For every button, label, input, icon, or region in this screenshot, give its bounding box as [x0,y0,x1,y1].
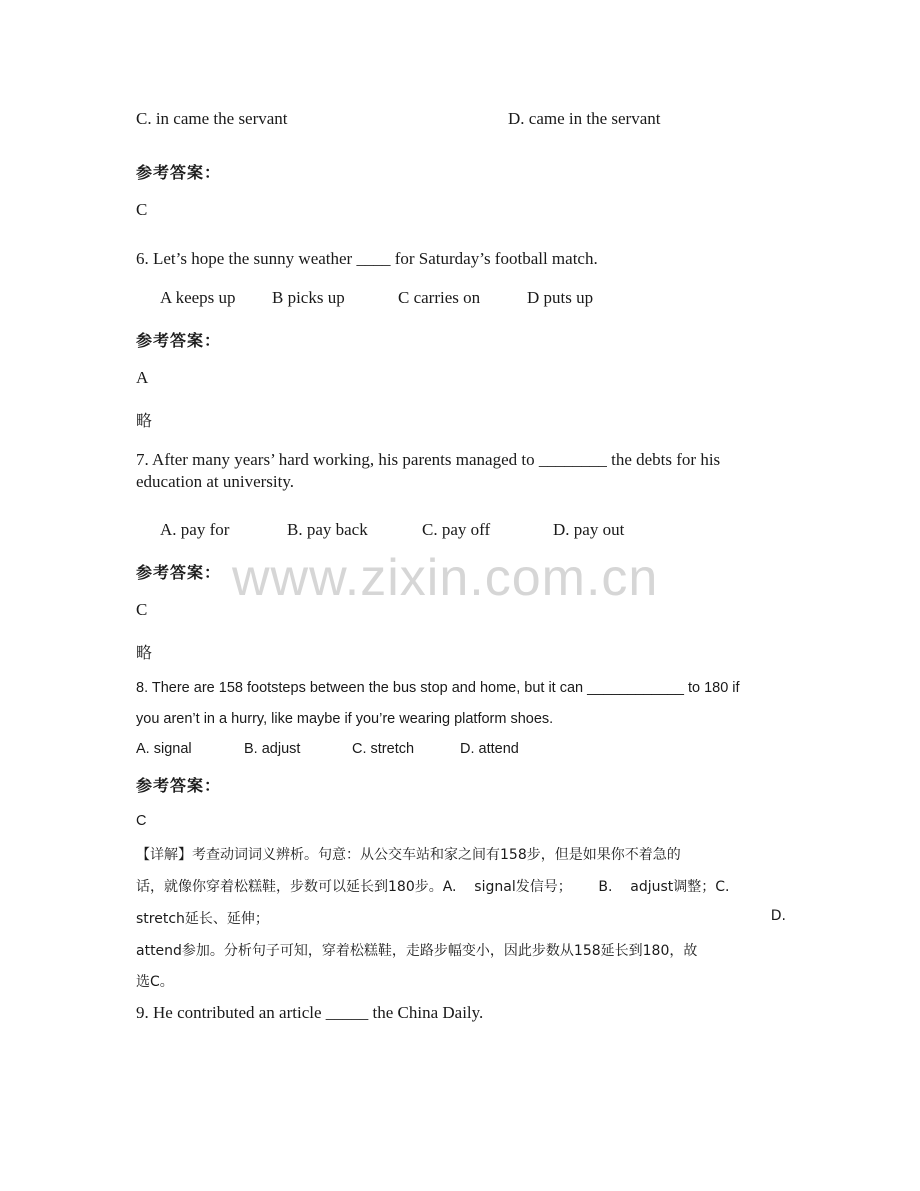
q8-stem-line1: 8. There are 158 footsteps between the bus stop and home, but it can ____________ to 180 if [136,680,740,696]
q8-explanation-line4: attend参加。分析句子可知，穿着松糕鞋，走路步幅变小，因此步数从158延长到180，故 [136,943,698,959]
q6-option-a: A keeps up [160,288,236,307]
q7-stem-line2: education at university. [136,472,294,491]
q7-option-a: A. pay for [160,520,230,539]
q8-answer-heading: 参考答案： [136,776,222,795]
q8-stem-line2: you aren’t in a hurry, like maybe if you’re wearing platform shoes. [136,711,554,727]
q7-answer-heading: 参考答案： [136,563,222,582]
q6-answer: A [136,368,149,387]
q8-explanation-line1: 【详解】考查动词词义辨析。句意：从公交车站和家之间有158步，但是如果你不着急的 [136,847,681,863]
q8-answer: C [136,813,147,829]
q8-explanation-line3-left: stretch延长、延伸； [136,911,269,927]
q6-option-b: B picks up [272,288,345,307]
q7-answer: C [136,600,148,619]
watermark: www.zixin.com.cn [232,549,659,607]
q9-stem: 9. He contributed an article _____ the China Daily. [136,1003,484,1022]
q5-option-d: D. came in the servant [508,109,661,128]
q7-option-d: D. pay out [553,520,625,539]
q5-answer-heading: 参考答案： [136,163,222,182]
q8-option-c: C. stretch [352,741,415,757]
q5-option-c: C. in came the servant [136,109,288,128]
q7-option-c: C. pay off [422,520,491,539]
q7-option-b: B. pay back [287,520,368,539]
q8-explanation-line5: 选C。 [136,974,174,990]
q8-explanation-line3 [136,908,786,928]
q8-option-b: B. adjust [244,741,301,757]
q6-stem: 6. Let’s hope the sunny weather ____ for Saturday’s football match. [136,249,598,268]
q6-option-c: C carries on [398,288,481,307]
q8-explanation-line3-right: D. [770,908,786,924]
q8-option-a: A. signal [136,741,192,757]
q6-note: 略 [136,411,153,430]
q8-option-d: D. attend [460,741,519,757]
q5-answer: C [136,200,148,219]
q7-note: 略 [136,643,153,662]
q7-stem-line1: 7. After many years’ hard working, his parents managed to ________ the debts for his [136,450,721,469]
q8-explanation-line2: 话，就像你穿着松糕鞋，步数可以延长到180步。A. signal发信号； B. adjust调整；C. [136,879,730,895]
q6-option-d: D puts up [527,288,594,307]
q6-answer-heading: 参考答案： [136,331,222,350]
